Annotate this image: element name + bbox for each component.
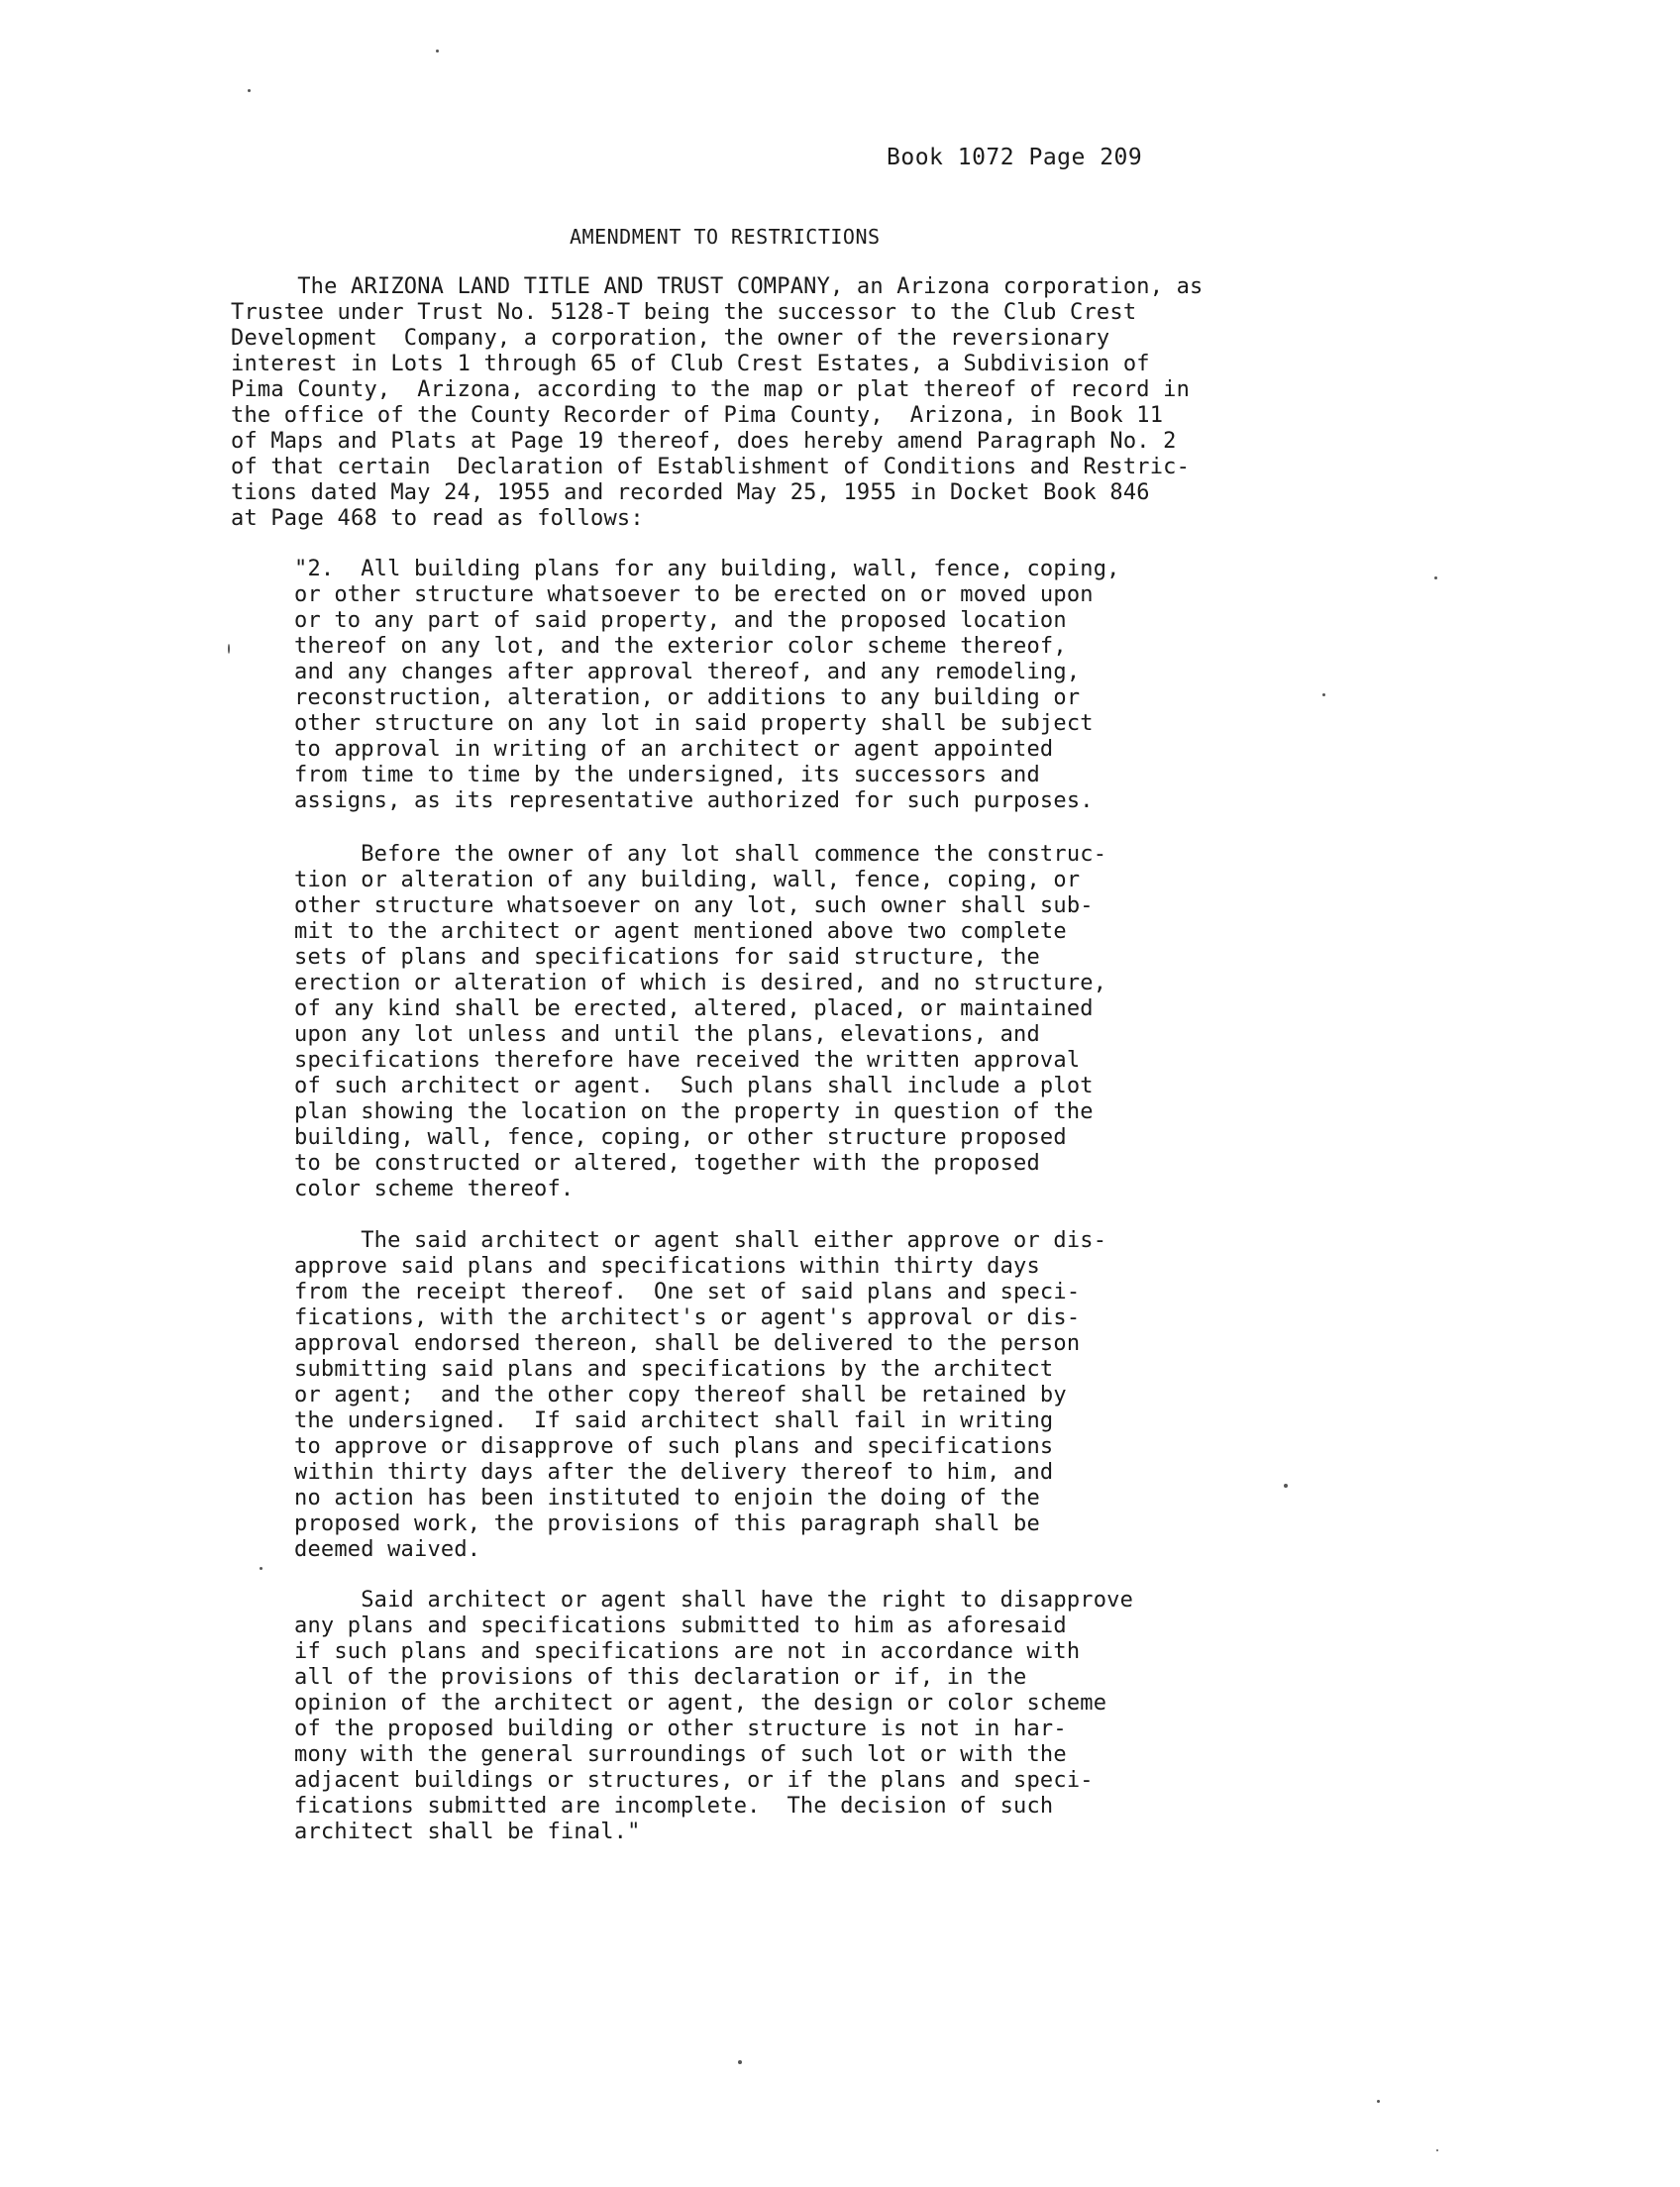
text-line: adjacent buildings or structures, or if the plans and speci- <box>294 1768 1094 1793</box>
text-line: thereof on any lot, and the exterior color scheme thereof, <box>294 634 1067 659</box>
text-line: of that certain Declaration of Establishment of Conditions and Restric- <box>231 455 1191 479</box>
scan-speck <box>1377 2100 1380 2103</box>
text-line: opinion of the architect or agent, the design or color scheme <box>294 1691 1107 1716</box>
text-line: of the proposed building or other structure is not in har- <box>294 1717 1067 1741</box>
text-line: from the receipt thereof. One set of said plans and speci- <box>294 1280 1081 1304</box>
text-line: Pima County, Arizona, according to the map or plat thereof of record in <box>231 377 1191 402</box>
text-line: tions dated May 24, 1955 and recorded May 25, 1955 in Docket Book 846 <box>231 480 1150 505</box>
text-line: within thirty days after the delivery thereof to him, and <box>294 1460 1054 1485</box>
text-line: mit to the architect or agent mentioned above two complete <box>294 919 1067 944</box>
text-line: tion or alteration of any building, wall, fence, coping, or <box>294 868 1081 892</box>
text-line: or to any part of said property, and the proposed location <box>294 608 1067 633</box>
text-line: reconstruction, alteration, or additions to any building or <box>294 685 1081 710</box>
scan-speck <box>248 89 251 92</box>
text-line: if such plans and specifications are not in accordance with <box>294 1639 1081 1664</box>
text-line: The ARIZONA LAND TITLE AND TRUST COMPANY, an Arizona corporation, as <box>231 274 1204 299</box>
text-line: other structure on any lot in said property shall be subject <box>294 711 1094 736</box>
scan-speck <box>1284 1484 1288 1488</box>
scan-speck <box>1434 576 1437 579</box>
text-line: other structure whatsoever on any lot, such owner shall sub- <box>294 893 1094 918</box>
text-line: assigns, as its representative authorized for such purposes. <box>294 788 1094 813</box>
quoted-paragraph-approval <box>294 1228 1106 1563</box>
text-line: no action has been instituted to enjoin the doing of the <box>294 1486 1040 1510</box>
text-line: "2. All building plans for any building, wall, fence, coping, <box>294 557 1120 581</box>
text-line: architect shall be final." <box>294 1820 641 1844</box>
text-line: to approval in writing of an architect or agent appointed <box>294 737 1054 762</box>
text-line: of Maps and Plats at Page 19 thereof, does hereby amend Paragraph No. 2 <box>231 429 1177 454</box>
text-line: erection or alteration of which is desired, and no structure, <box>294 971 1107 995</box>
text-line: to approve or disapprove of such plans and specifications <box>294 1434 1054 1459</box>
quoted-paragraph-2-plans <box>294 557 1120 814</box>
text-line: or other structure whatsoever to be erected on or moved upon <box>294 582 1094 607</box>
text-line: interest in Lots 1 through 65 of Club Crest Estates, a Subdivision of <box>231 352 1150 376</box>
text-line: approve said plans and specifications within thirty days <box>294 1254 1040 1279</box>
text-line: submitting said plans and specifications by the architect <box>294 1357 1054 1382</box>
text-line: at Page 468 to read as follows: <box>231 506 644 531</box>
text-line: the office of the County Recorder of Pima County, Arizona, in Book 11 <box>231 403 1164 428</box>
scan-speck <box>738 2060 742 2064</box>
text-line: The said architect or agent shall either approve or dis- <box>294 1228 1107 1253</box>
text-line: specifications therefore have received the written approval <box>294 1048 1081 1073</box>
scan-speck <box>228 644 230 654</box>
text-line: color scheme thereof. <box>294 1177 575 1201</box>
quoted-paragraph-submission <box>294 842 1106 1202</box>
text-line: Before the owner of any lot shall commence the construc- <box>294 842 1107 867</box>
text-line: deemed waived. <box>294 1537 481 1562</box>
scan-speck <box>260 1567 262 1570</box>
intro-paragraph <box>231 274 1204 532</box>
text-line: building, wall, fence, coping, or other structure proposed <box>294 1125 1067 1150</box>
text-line: Trustee under Trust No. 5128-T being the successor to the Club Crest <box>231 300 1137 325</box>
text-line: fications, with the architect's or agent's approval or dis- <box>294 1305 1081 1330</box>
book-page-reference: Book 1072 Page 209 <box>887 145 1143 170</box>
text-line: proposed work, the provisions of this paragraph shall be <box>294 1511 1040 1536</box>
text-line: Development Company, a corporation, the owner of the reversionary <box>231 326 1110 351</box>
text-line: from time to time by the undersigned, its successors and <box>294 763 1040 787</box>
text-line: Said architect or agent shall have the right to disapprove <box>294 1588 1134 1613</box>
scan-speck <box>436 50 439 52</box>
document-title: AMENDMENT TO RESTRICTIONS <box>570 225 881 249</box>
text-line: the undersigned. If said architect shall fail in writing <box>294 1408 1054 1433</box>
text-line: all of the provisions of this declaration or if, in the <box>294 1665 1027 1690</box>
text-line: any plans and specifications submitted to him as aforesaid <box>294 1614 1067 1638</box>
text-line: approval endorsed thereon, shall be delivered to the person <box>294 1331 1081 1356</box>
scan-speck <box>1436 2149 1438 2151</box>
text-line: to be constructed or altered, together with the proposed <box>294 1151 1040 1176</box>
text-line: of any kind shall be erected, altered, placed, or maintained <box>294 996 1094 1021</box>
text-line: or agent; and the other copy thereof shall be retained by <box>294 1383 1067 1407</box>
text-line: plan showing the location on the property in question of the <box>294 1099 1094 1124</box>
text-line: upon any lot unless and until the plans, elevations, and <box>294 1022 1040 1047</box>
text-line: sets of plans and specifications for said structure, the <box>294 945 1040 970</box>
quoted-paragraph-disapproval <box>294 1588 1133 1845</box>
scan-speck <box>1322 693 1325 696</box>
text-line: and any changes after approval thereof, and any remodeling, <box>294 660 1081 684</box>
text-line: fications submitted are incomplete. The decision of such <box>294 1794 1054 1819</box>
text-line: mony with the general surroundings of such lot or with the <box>294 1742 1067 1767</box>
text-line: of such architect or agent. Such plans shall include a plot <box>294 1074 1094 1098</box>
